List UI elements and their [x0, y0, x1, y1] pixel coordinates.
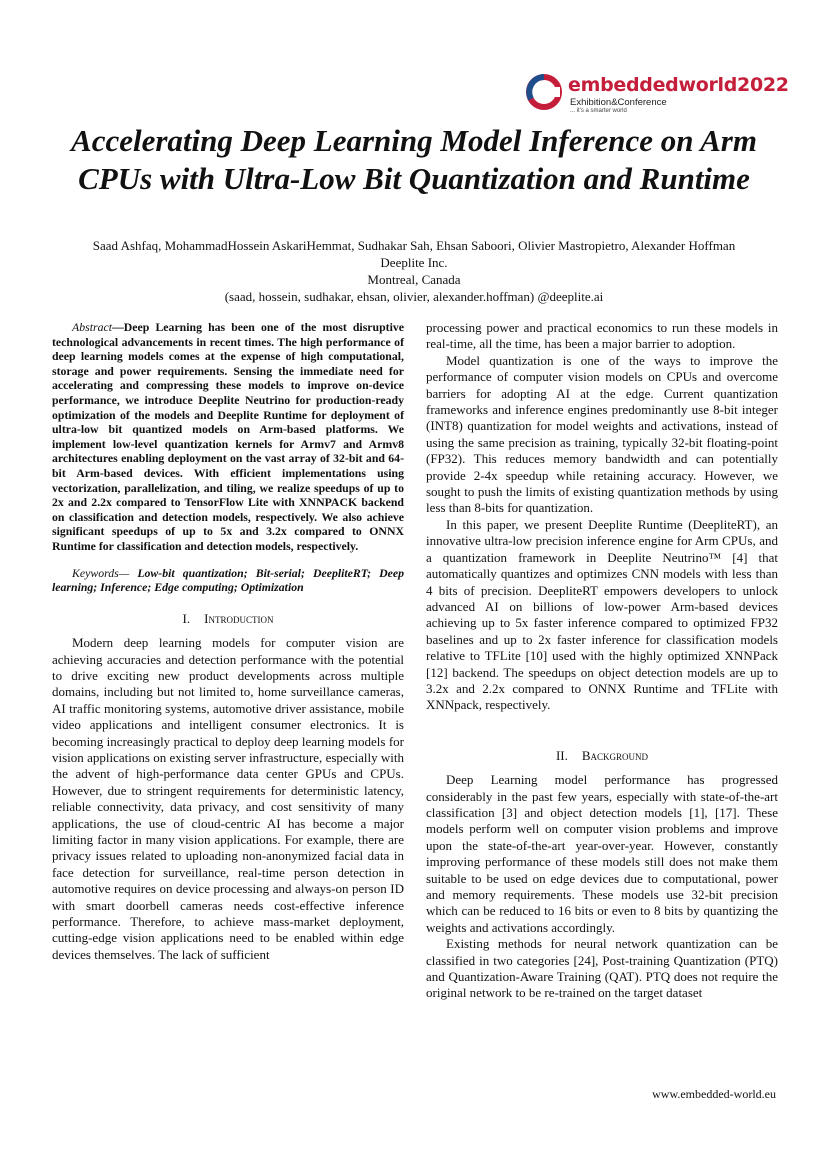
keywords-lead: Keywords— [72, 565, 130, 580]
left-column [52, 320, 404, 963]
abstract-text: —Deep Learning has been one of the most disruptive technological advancements in recent times. The high performance of deep learning models comes at the expense of high computational, storage and power requirements. Sensing the immediate need for accelerating and compressing these models to improve on-device performance, we introduce Deeplite Neutrino for production-ready optimization of the models and Deeplite Runtime for deployment of ultra-low bit quantized models on Arm-based platforms. We implement low-level quantization kernels for Armv7 and Armv8 architectures enabling deployment on the vast array of 32-bit and 64-bit Arm-based devices. With efficient implementations using vectorization, parallelization, and tiling, we realize speedups of up to 2x and 2.2x compared to TensorFlow Lite with XNNPACK backend on classification and detection models, respectively. We also achieve significant speedups of up to 5x and 3.2x compared to ONNX Runtime for classification and detection models, respectively. [52, 320, 404, 553]
conference-logo [526, 72, 789, 116]
background-paragraph-1: Deep Learning model performance has progressed considerably in the past few years, especially with state-of-the-art classification [3] and object detection models [1], [17]. These models perform well on computer vision problems and improve upon the state-of-the-art year-over-year. However, constantly improving performance of these models still does not make them suitable to be used on edge devices due to computational, power and memory requirements. These models use 32-bit precision which can be reduced to 16 bits or even to 8 bits by quantizing the weights and activations accordingly. [426, 772, 778, 935]
section-title: Introduction [204, 610, 274, 626]
intro-paragraph-3: In this paper, we present Deeplite Runtime (DeepliteRT), an innovative ultra-low precision inference engine for Arm CPUs, and a quantization framework in Deeplite Neutrino™ [4] that automatically quantizes and optimizes CNN models with less than 4 bits of precision. DeepliteRT empowers developers to unlock advanced AI on billions of low-power Arm-based devices achieving up to 5x faster inference compared to optimized FP32 baselines and up to 2x faster inference for classification models relative to TFLite [10] used with the highly optimized XNNPack [12] backend. The speedups on object detection models are up to 3.2x and 2.2x compared to ONNX Runtime and TFLite with XNNpack, respectively. [426, 516, 778, 713]
abstract-lead: Abstract [72, 320, 112, 334]
keywords [52, 566, 404, 595]
section-number: I. [182, 610, 191, 626]
author-names: Saad Ashfaq, MohammadHossein AskariHemmat, Sudhakar Sah, Ehsan Saboori, Olivier Mastropietro, Alexander Hoffman [92, 238, 736, 253]
footer-url: www.embedded-world.eu [652, 1087, 776, 1101]
section-heading-introduction [52, 611, 404, 627]
background-paragraph-2: Existing methods for neural network quantization can be classified in two categories [24], Post-training Quantization (PTQ) and Quantization-Aware Training (QAT). PTQ does not require the original network to be re-trained on the target dataset [426, 936, 778, 1001]
section-heading-background [426, 748, 778, 764]
logo-mark-icon [526, 74, 562, 110]
intro-paragraph-1: Modern deep learning models for computer vision are achieving accuracies and detection performance with the potential to drive exciting new product developments across multiple domains, including but not limited to, home surveillance cameras, AI traffic monitoring systems, automotive driver assistance, mobile video applications and intelligent consumer electronics. It is becoming increasingly practical to deploy deep learning models for vision applications on existing server infrastructure, especially with the advent of high-performance data center GPUs and CPUs. However, due to stringent requirements for deterministic latency, reliable connectivity, data privacy, and cost sensitivity of many applications, the use of cloud-centric AI has become a major limiting factor in many vision applications. For example, there are privacy issues related to uploading non-anonymized facial data in face detection for surveillance, real-time person detection in automotive requires on device processing and always-on person ID with smart doorbell cameras needs cost-effective inference performance. Therefore, to achieve mass-market deployment, cutting-edge vision applications need to be enabled within edge devices themselves. The lack of sufficient [52, 635, 404, 962]
section-number: II. [555, 747, 568, 763]
keywords-text: Low-bit quantization; Bit-serial; DeepliteRT; Deep learning; Inference; Edge computing; Optimization [52, 565, 404, 595]
logo-subtitle: Exhibition&Conference [570, 97, 667, 108]
paper-title: Accelerating Deep Learning Model Inference on Arm CPUs with Ultra-Low Bit Quantization and Runtime [71, 123, 757, 196]
logo-tagline: ... it's a smarter world [570, 108, 627, 114]
intro-paragraph-1-continued: processing power and practical economics to run these models in real-time, all the time, has been a major barrier to adoption. [426, 320, 778, 352]
abstract [52, 320, 404, 554]
right-column [426, 320, 778, 1002]
section-title: Background [581, 747, 649, 763]
author-location: Montreal, Canada [367, 272, 461, 287]
logo-name: embeddedworld2022 [568, 74, 789, 96]
author-block [40, 237, 788, 305]
intro-paragraph-2: Model quantization is one of the ways to improve the performance of computer vision models on CPUs and overcome barriers for adopting AI at the edge. Current quantization frameworks and inference engines predominantly use 8-bit integer (INT8) quantization for model weights and activations, instead of using the same precision as training, typically 32-bit floating-point (FP32). This reduces memory bandwidth and can potentially provide 2-4x speedup while retaining accuracy. However, we sought to push the limits of existing quantization methods by using less than 8-bits for quantization. [426, 352, 778, 516]
author-affiliation: Deeplite Inc. [380, 255, 448, 270]
author-emails: (saad, hossein, sudhakar, ehsan, olivier, alexander.hoffman) @deeplite.ai [224, 289, 604, 304]
